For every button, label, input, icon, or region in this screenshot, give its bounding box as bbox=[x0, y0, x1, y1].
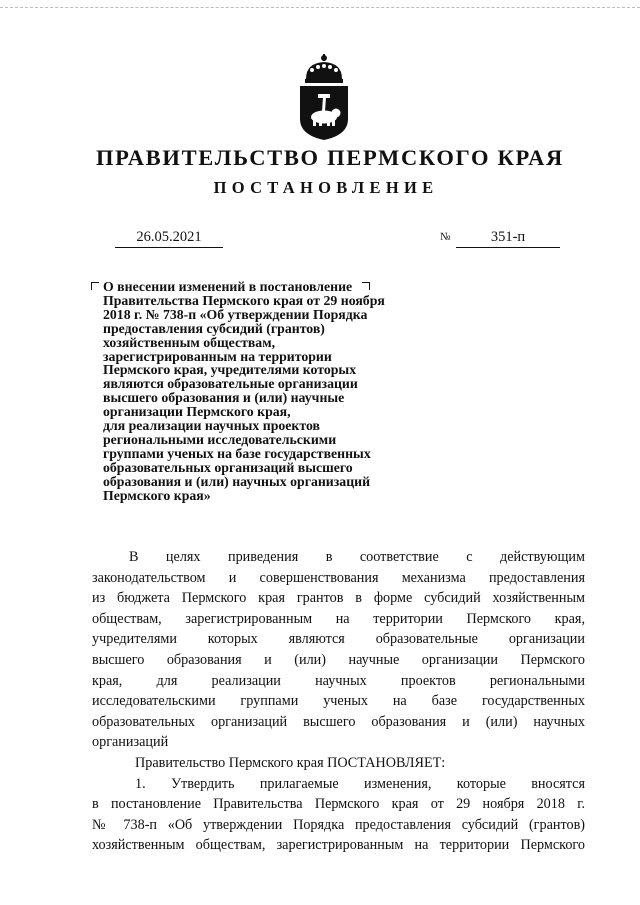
heading-line: 2018 г. № 738-п «Об утверждении Порядка bbox=[103, 306, 368, 322]
document-body bbox=[92, 547, 585, 856]
document-heading bbox=[103, 280, 423, 503]
heading-line: организации Пермского края, bbox=[103, 404, 291, 420]
body-line: обществам, зарегистрированным на территории Пермского края, bbox=[92, 610, 585, 627]
body-line: Правительство Пермского края ПОСТАНОВЛЯЕТ: bbox=[135, 754, 446, 771]
heading-line: являются образовательные организации bbox=[103, 376, 358, 392]
coat-of-arms-icon bbox=[296, 53, 352, 141]
government-title: ПРАВИТЕЛЬСТВО ПЕРМСКОГО КРАЯ bbox=[95, 145, 565, 170]
body-line: из бюджета Пермского края грантов в форме субсидий хозяйственным bbox=[92, 590, 585, 607]
heading-line: хозяйственным обществам, bbox=[103, 334, 276, 350]
body-line: в постановление Правительства Пермского края от 29 ноября 2018 г. bbox=[92, 796, 585, 813]
document-number: 351-п bbox=[490, 229, 526, 245]
heading-line: региональными исследовательскими bbox=[103, 431, 337, 447]
number-sign: № bbox=[440, 231, 451, 243]
body-line: организаций bbox=[92, 734, 169, 751]
heading-line: образовательных организаций высшего bbox=[103, 459, 353, 475]
body-line: законодательством и совершенствования механизма предоставления bbox=[92, 569, 585, 586]
crown-icon bbox=[305, 54, 343, 83]
page-top-border bbox=[0, 7, 640, 8]
heading-line: высшего образования и (или) научные bbox=[103, 390, 345, 406]
number-underline bbox=[456, 247, 560, 248]
heading-line: образования и (или) научных организаций bbox=[103, 473, 371, 489]
body-line: хозяйственным обществам, зарегистрированным на территории Пермского bbox=[92, 837, 585, 854]
heading-line: зарегистрированным на территории bbox=[103, 348, 332, 364]
date-underline bbox=[115, 247, 223, 248]
body-line: высшего образования и (или) научные организации Пермского bbox=[92, 651, 585, 668]
body-line: учредителями которых являются образовательные организации bbox=[92, 631, 585, 648]
heading-line: О внесении изменений в постановление bbox=[103, 279, 353, 294]
body-line: исследовательскими группами ученых на базе государственных bbox=[92, 693, 585, 710]
heading-line: Пермского края» bbox=[103, 487, 211, 503]
heading-corner-left bbox=[91, 282, 99, 290]
body-line: образовательных организаций высшего образования и (или) научных bbox=[92, 713, 585, 730]
heading-line: Правительства Пермского края от 29 ноября bbox=[103, 292, 385, 308]
heading-line: Пермского края, учредителями которых bbox=[103, 362, 357, 378]
document-date: 26.05.2021 bbox=[136, 229, 202, 245]
body-line: 1. Утвердить прилагаемые изменения, которые вносятся bbox=[135, 775, 585, 792]
body-line: края, для реализации научных проектов региональными bbox=[92, 672, 585, 689]
heading-line: для реализации научных проектов bbox=[103, 418, 320, 434]
heading-line: предоставления субсидий (грантов) bbox=[103, 320, 325, 336]
heading-line: группами ученых на базе государственных bbox=[103, 445, 371, 461]
document-type: ПОСТАНОВЛЕНИЕ bbox=[213, 178, 439, 197]
body-line: В целях приведения в соответствие с действующим bbox=[129, 549, 585, 565]
body-line: № 738-п «Об утверждении Порядка предоставления субсидий (грантов) bbox=[92, 816, 585, 833]
